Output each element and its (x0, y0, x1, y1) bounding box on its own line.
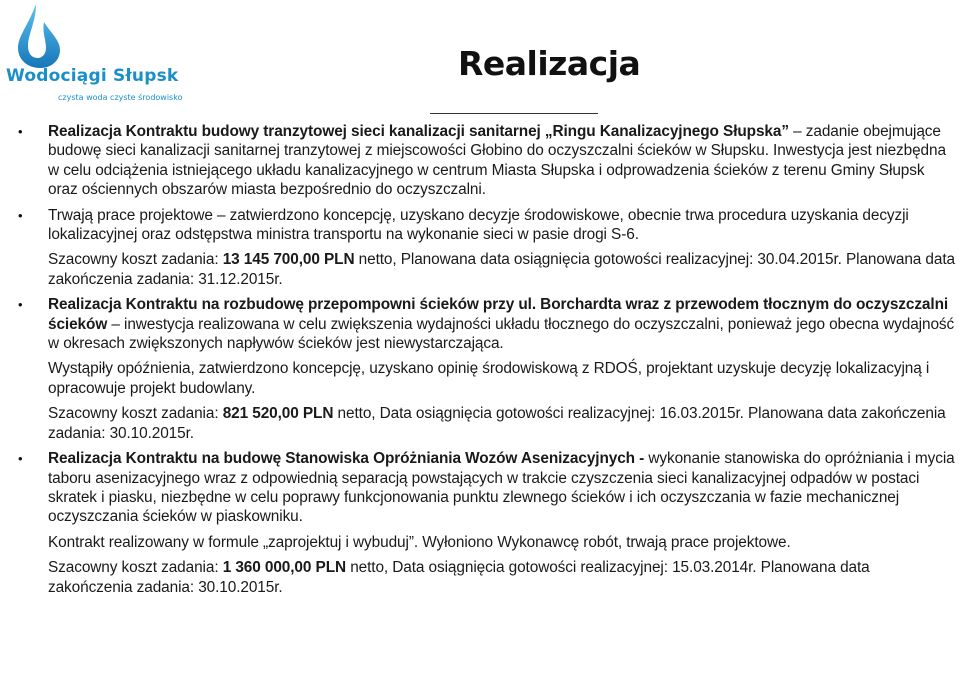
bullet-icon: • (18, 297, 23, 313)
paragraph (48, 449, 956, 527)
paragraph (48, 295, 956, 353)
bullet-icon: • (18, 207, 23, 223)
list-item (8, 122, 956, 200)
paragraph (48, 122, 956, 200)
paragraph (48, 533, 956, 552)
text: – zadanie obejmujące budowę sieci kanalizacji sanitarnej tranzytowej z miejscowości Głobino do oczyszczalni ścieków w Słupsku. Inwestycja jest niezbędna w celu odciążenia istniejącego układu kanalizacyjnego w centrum Miasta Słupska i odprowadzenia ścieków z terenu Gminy Słupsk oraz ościennych obszarów miasta bezpośrednio do oczyszczalni. (48, 123, 946, 199)
page-title: Realizacja (458, 44, 641, 83)
text: Szacowny koszt zadania: (48, 251, 223, 269)
text: Szacowny koszt zadania: (48, 405, 223, 423)
paragraph (48, 404, 956, 443)
text: Wystąpiły opóźnienia, zatwierdzono koncepcję, uzyskano opinię środowiskową z RDOŚ, projektant uzyskuje decyzję lokalizacyjną i opracowuje projekt budowlany. (48, 360, 930, 397)
paragraph (48, 206, 956, 245)
text: netto, Planowana data osiągnięcia gotowości realizacyjnej: 30.04.2015r. Planowana data zakończenia zadania: 31.12.2015r. (48, 251, 955, 288)
bold-text: 13 145 700,00 PLN (222, 251, 355, 269)
text: wykonanie stanowiska do opróżniania i mycia taboru asenizacyjnego wraz z odpowiednią separacją powstających w trakcie czyszczenia sieci kanalizacyjnej odpadów w postaci skratek i piasku, niezbędne w celu poprawy funkcjonowania punktu zlewnego ścieków i ich oczyszczania w fazie mechanicznej oczyszczania ścieków w piaskowniku. (48, 450, 955, 526)
logo-tagline: czysta woda czyste środowisko (58, 93, 183, 102)
paragraph (48, 558, 956, 597)
list-item (8, 449, 956, 597)
bullet-icon: • (18, 451, 23, 467)
list-item (8, 206, 956, 290)
company-logo (2, 2, 192, 112)
bold-text: Realizacja Kontraktu na rozbudowę przepompowni ścieków przy ul. Borchardta wraz z przewodem tłocznym do oczyszczalni ścieków (48, 296, 949, 333)
bold-text: Realizacja Kontraktu budowy tranzytowej sieci kanalizacji sanitarnej „Ringu Kanalizacyjnego Słupska” (48, 123, 789, 140)
water-drop-icon (14, 2, 74, 68)
text: – inwestycja realizowana w celu zwiększenia wydajności układu tłocznego do oczyszczalni, ponieważ jego obecna wydajność w okresach zwiększonych napływów ścieków jest niewystarczająca. (48, 315, 955, 353)
bold-text: 1 360 000,00 PLN (222, 559, 347, 577)
title-underline (430, 113, 598, 114)
list-item (8, 295, 956, 443)
text: Kontrakt realizowany w formule „zaprojektuj i wybuduj”. Wyłoniono Wykonawcę robót, trwają prace projektowe. (48, 533, 791, 551)
text: netto, Data osiągnięcia gotowości realizacyjnej: 15.03.2014r. Planowana data zakończenia zadania: 30.10.2015r. (48, 559, 870, 596)
bold-text: Realizacja Kontraktu na budowę Stanowiska Opróżniania Wozów Asenizacyjnych - (48, 450, 645, 468)
paragraph (48, 359, 956, 398)
logo-company-name: Wodociągi Słupsk (6, 66, 179, 86)
bold-text: 821 520,00 PLN (222, 405, 334, 423)
text: Szacowny koszt zadania: (48, 559, 223, 577)
text: Trwają prace projektowe – zatwierdzono koncepcję, uzyskano decyzje środowiskowe, obecnie trwa procedura uzyskania decyzji lokalizacyjnej oraz odstępstwa ministra transportu na wykonanie sieci w pasie drogi S-6. (48, 206, 909, 244)
bullet-icon: • (18, 124, 23, 139)
bullet-list (8, 122, 956, 603)
text: netto, Data osiągnięcia gotowości realizacyjnej: 16.03.2015r. Planowana data zakończenia zadania: 30.10.2015r. (48, 405, 946, 442)
paragraph (48, 250, 956, 289)
